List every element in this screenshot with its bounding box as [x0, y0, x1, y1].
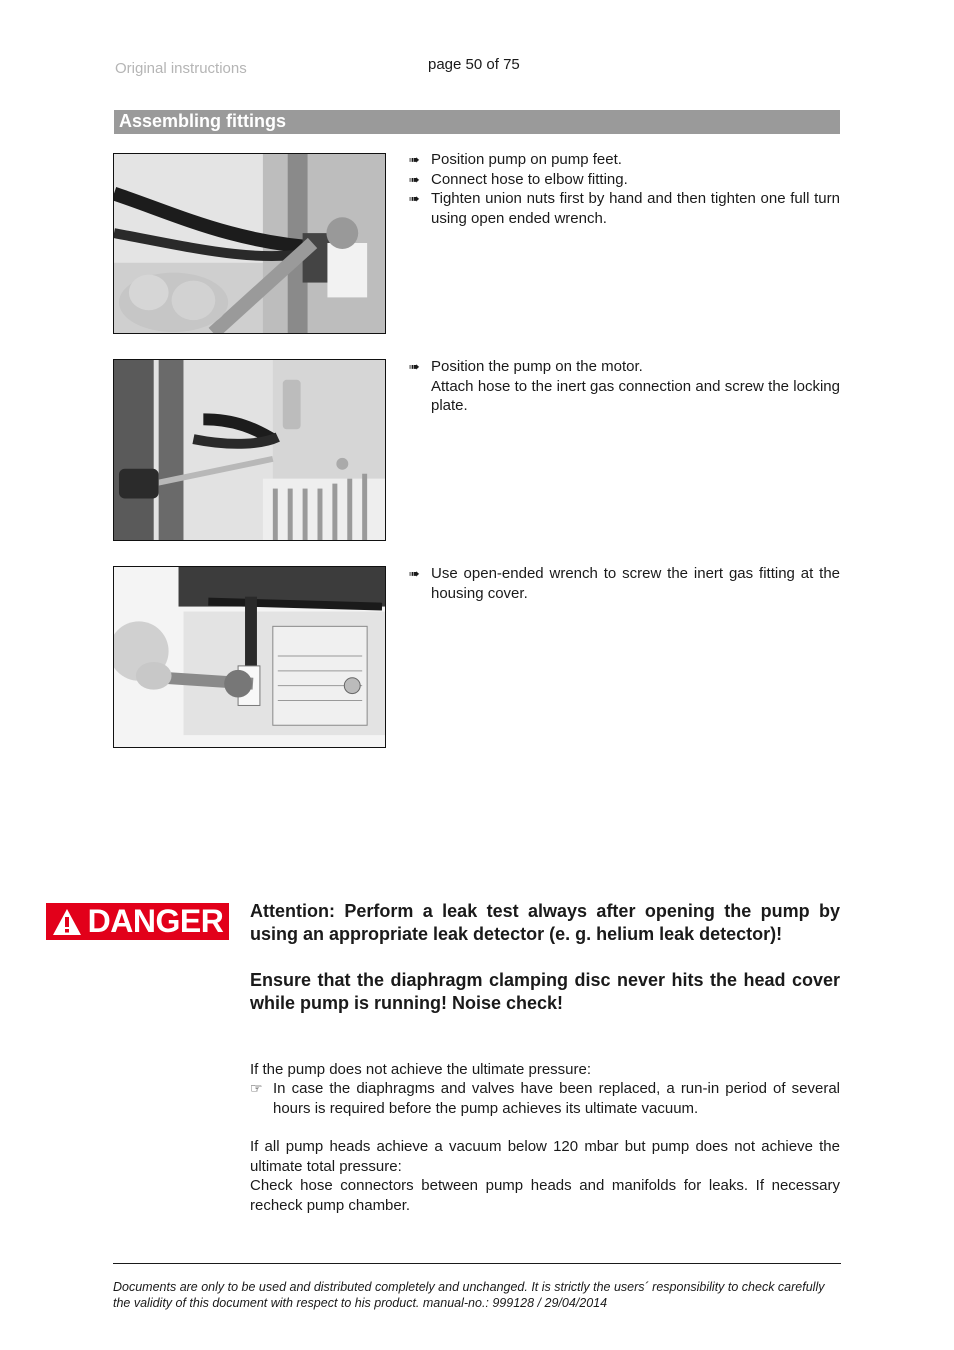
- section-title: Assembling fittings: [114, 110, 840, 134]
- photo-tighten-union-nut: [113, 153, 386, 334]
- page-number: page 50 of 75: [428, 56, 520, 73]
- troubleshooting-paragraph: Check hose connectors between pump heads and manifolds for leaks. If necessary recheck pump chamber.: [250, 1177, 840, 1214]
- arrow-right-icon: ➠: [409, 152, 420, 167]
- photo-position-pump-on-motor: [113, 359, 386, 541]
- arrow-right-icon: ➠: [409, 191, 420, 206]
- danger-label: DANGER: [46, 903, 229, 940]
- step-item: ➠ Use open-ended wrench to screw the inert gas fitting at the housing cover.: [409, 565, 840, 602]
- steps-block-1: [409, 150, 840, 228]
- troubleshooting-paragraph: If all pump heads achieve a vacuum below 120 mbar but pump does not achieve the ultimate total pressure:: [250, 1138, 840, 1175]
- arrow-right-icon: ➠: [409, 359, 420, 374]
- step-item: ➠ Position pump on pump feet.: [409, 151, 622, 168]
- pointing-hand-icon: ☞: [250, 1080, 263, 1096]
- photo-inert-gas-fitting: [113, 566, 386, 748]
- step-item: ➠ Position the pump on the motor.: [409, 358, 643, 375]
- troubleshooting-intro: If the pump does not achieve the ultimate pressure:: [250, 1061, 592, 1078]
- arrow-right-icon: ➠: [409, 171, 420, 187]
- warning-triangle-icon: [52, 908, 82, 936]
- troubleshooting-hint: ☞ In case the diaphragms and valves have been replaced, a run-in period of several hours is required before the pump achieves its ultimate vacuum.: [250, 1080, 840, 1117]
- step-item: ➠ Tighten union nuts first by hand and then tighten one full turn using open ended wrench.: [409, 190, 840, 227]
- steps-block-3: [409, 564, 840, 603]
- header-document-type: Original instructions: [115, 60, 247, 77]
- footer-disclaimer: Documents are only to be used and distributed completely and unchanged. It is strictly the users´ responsibility to check carefully the validity of this document with respect to his product. manual-no.: 999128 / 29/04/2014: [113, 1280, 825, 1310]
- arrow-right-icon: ➠: [409, 566, 420, 581]
- steps-block-2: [409, 357, 840, 416]
- footer-divider: [113, 1263, 841, 1264]
- danger-warning-leak-test: Attention: Perform a leak test always after opening the pump by using an appropriate leak detector (e. g. helium leak detector)!: [250, 901, 840, 944]
- danger-warning-noise-check: Ensure that the diaphragm clamping disc never hits the head cover while pump is running! Noise check!: [250, 970, 840, 1013]
- step-item: ➠ Connect hose to elbow fitting.: [409, 170, 628, 188]
- step-continuation: Attach hose to the inert gas connection and screw the locking plate.: [431, 377, 840, 414]
